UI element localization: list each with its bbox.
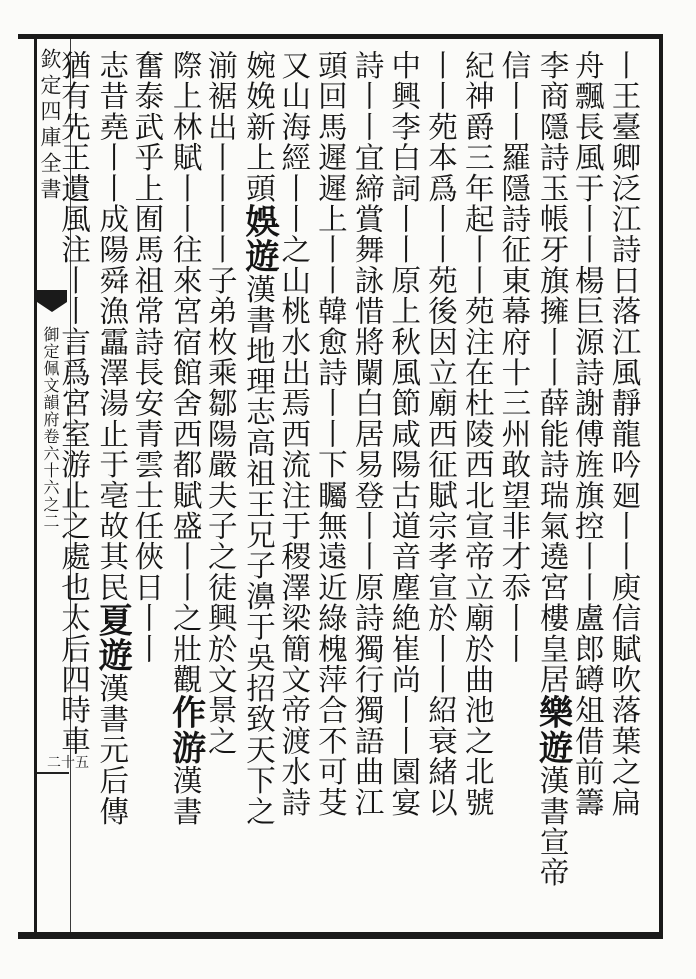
- text-segment: 李商隱詩玉帳牙旗擁丨丨薛能詩瑞氣遶宮樓皇居: [535, 50, 570, 695]
- text-segment: 丨王臺卿泛江詩日落江風靜龍吟廻丨丨庾信賦吹落葉之扁: [607, 50, 642, 818]
- page-frame-right: [659, 34, 663, 939]
- text-segment: 漢書宣帝: [535, 765, 570, 888]
- text-segment: 丨丨苑本爲丨丨苑後因立廟西征賦宗孝宣於丨丨紹衰緒以: [424, 50, 458, 818]
- text-column: [607, 50, 642, 818]
- page-number-rule: [37, 772, 69, 774]
- book-title: 欽定四庫全書: [38, 48, 62, 204]
- text-column: [313, 50, 348, 818]
- text-segment: 詩丨丨宜締賞舞詠惜將闌白居易登丨丨原詩獨行獨語曲江: [350, 50, 385, 818]
- text-segment: 漢書元后傳: [95, 673, 130, 827]
- text-segment: 奮泰武乎上囿馬祖常詩長安青雲士任俠日丨丨: [130, 50, 165, 664]
- text-column: [165, 50, 206, 827]
- section-title: [42, 326, 58, 530]
- heading-term: 夏遊: [92, 602, 133, 674]
- text-column: [130, 50, 165, 664]
- text-column: [350, 50, 385, 818]
- volume-label: 卷六十六之二: [41, 428, 60, 530]
- text-column: [532, 50, 573, 888]
- text-segment: 志昔堯丨丨成陽舜漁靁澤湯止于亳故其民: [95, 50, 130, 603]
- text-column: [497, 50, 532, 664]
- text-segment: 中興李白詞丨丨原上秋風節咸陽古道音塵絶崔尚丨丨園宴: [387, 50, 422, 818]
- text-column: [239, 50, 279, 827]
- text-segment: 際上林賦丨丨往來宮宿館舍西都賦盛丨丨之壯觀: [168, 50, 203, 695]
- text-column: [277, 50, 312, 818]
- text-segment: 太后四時車: [57, 602, 91, 757]
- text-segment: 漢書地理志高祖王兄子濞于吳招致天下之: [242, 273, 276, 827]
- text-segment: 猶有先王遺風注丨丨言爲宮室游止之處也: [57, 50, 91, 603]
- text-column: [570, 50, 605, 818]
- text-column: [426, 50, 456, 818]
- text-segment: 舟飄長風于丨丨楊巨源詩謝傅旌旗控丨丨盧郎罇俎借前籌: [570, 50, 605, 818]
- heading-term: 樂遊: [532, 694, 573, 766]
- text-segment: 紀神爵三年起丨丨苑注在杜陵西北宣帝立廟於曲池之北號: [460, 50, 495, 818]
- text-column: [92, 50, 133, 827]
- heading-term: 作游: [165, 694, 206, 766]
- section-name: 御定佩文韻府: [41, 326, 60, 428]
- text-segment: 婉娩新上頭: [242, 50, 276, 204]
- page-frame-bottom: [18, 932, 662, 939]
- page-frame-left: [34, 34, 37, 939]
- heading-term: 娛遊: [239, 203, 279, 274]
- text-column: [387, 50, 422, 818]
- text-segment: 湔裾出丨丨丨丨子弟枚乘鄒陽嚴夫子之徒興於文景之: [203, 50, 238, 757]
- text-segment: 又山海經丨丨之山桃水出焉西流注于稷澤梁簡文帝渡水詩: [277, 50, 312, 818]
- text-column: [203, 50, 238, 757]
- text-segment: 頭回馬遲遲上丨丨韓愈詩丨丨下矚無遠近綠槐萍合不可芟: [313, 50, 348, 818]
- text-segment: 信丨丨羅隱詩征東幕府十三州敢望非才忝丨丨: [497, 50, 532, 664]
- page-frame-top: [18, 34, 662, 39]
- text-column: [460, 50, 495, 818]
- text-column: [59, 50, 89, 756]
- text-segment: 漢書: [168, 765, 203, 827]
- page-number: 二十五: [47, 755, 89, 771]
